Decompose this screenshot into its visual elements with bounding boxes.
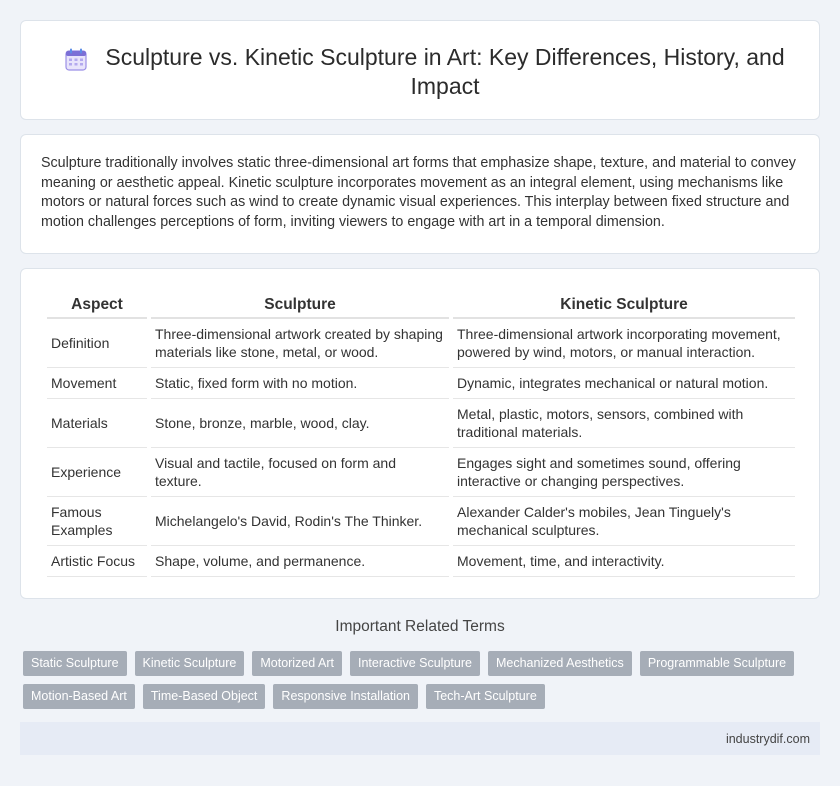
intro-paragraph: Sculpture traditionally involves static three-dimensional art forms that emphasize shape, texture, and material to convey meaning or aesthetic appeal. Kinetic sculpture incorporates movement as an integral element, using mechanisms like motors or natural forces such as wind to create dynamic visual experiences. This interplay between fixed structure and motion challenges perceptions of form, inviting viewers to engage with art in a temporal dimension. xyxy=(41,155,796,230)
tag-responsive-installation[interactable]: Responsive Installation xyxy=(273,684,418,709)
kinetic-cell: Dynamic, integrates mechanical or natural motion. xyxy=(453,368,795,399)
tag-mechanized-aesthetics[interactable]: Mechanized Aesthetics xyxy=(488,651,632,676)
table-row xyxy=(47,546,795,577)
comparison-card xyxy=(20,268,820,599)
kinetic-cell: Movement, time, and interactivity. xyxy=(453,546,795,577)
table-header-row xyxy=(47,291,795,319)
footer xyxy=(20,722,820,755)
tag-static-sculpture[interactable]: Static Sculpture xyxy=(23,651,127,676)
tag-motorized-art[interactable]: Motorized Art xyxy=(252,651,342,676)
page-title: Sculpture vs. Kinetic Sculpture in Art: Key Differences, History, and Impact xyxy=(105,44,785,99)
column-header-sculpture: Sculpture xyxy=(151,291,449,319)
tag-kinetic-sculpture[interactable]: Kinetic Sculpture xyxy=(135,651,245,676)
table-row xyxy=(47,497,795,546)
sculpture-cell: Stone, bronze, marble, wood, clay. xyxy=(151,399,449,448)
sculpture-cell: Shape, volume, and permanence. xyxy=(151,546,449,577)
aspect-cell: Materials xyxy=(47,399,147,448)
title-row xyxy=(61,43,799,101)
sculpture-cell: Three-dimensional artwork created by shaping materials like stone, metal, or wood. xyxy=(151,319,449,368)
table-row xyxy=(47,368,795,399)
aspect-cell: Famous Examples xyxy=(47,497,147,546)
aspect-cell: Definition xyxy=(47,319,147,368)
intro-card xyxy=(20,134,820,254)
table-row xyxy=(47,319,795,368)
aspect-cell: Experience xyxy=(47,448,147,497)
tag-time-based-object[interactable]: Time-Based Object xyxy=(143,684,266,709)
column-header-aspect: Aspect xyxy=(47,291,147,319)
kinetic-cell: Engages sight and sometimes sound, offering interactive or changing perspectives. xyxy=(453,448,795,497)
footer-site-link[interactable]: industrydif.com xyxy=(725,732,810,746)
kinetic-cell: Alexander Calder's mobiles, Jean Tinguely's mechanical sculptures. xyxy=(453,497,795,546)
aspect-cell: Movement xyxy=(47,368,147,399)
table-row xyxy=(47,399,795,448)
sculpture-cell: Visual and tactile, focused on form and texture. xyxy=(151,448,449,497)
kinetic-cell: Metal, plastic, motors, sensors, combined with traditional materials. xyxy=(453,399,795,448)
calendar-icon xyxy=(61,45,91,75)
tag-programmable-sculpture[interactable]: Programmable Sculpture xyxy=(640,651,794,676)
related-terms-list xyxy=(23,651,803,709)
tag-motion-based-art[interactable]: Motion-Based Art xyxy=(23,684,135,709)
aspect-cell: Artistic Focus xyxy=(47,546,147,577)
tag-tech-art-sculpture[interactable]: Tech-Art Sculpture xyxy=(426,684,545,709)
sculpture-cell: Static, fixed form with no motion. xyxy=(151,368,449,399)
column-header-kinetic-sculpture: Kinetic Sculpture xyxy=(453,291,795,319)
kinetic-cell: Three-dimensional artwork incorporating movement, powered by wind, motors, or manual interaction. xyxy=(453,319,795,368)
sculpture-cell: Michelangelo's David, Rodin's The Thinker. xyxy=(151,497,449,546)
table-row xyxy=(47,448,795,497)
related-terms-title: Important Related Terms xyxy=(335,618,505,635)
comparison-table xyxy=(43,291,799,577)
header-card xyxy=(20,20,820,120)
tag-interactive-sculpture[interactable]: Interactive Sculpture xyxy=(350,651,480,676)
